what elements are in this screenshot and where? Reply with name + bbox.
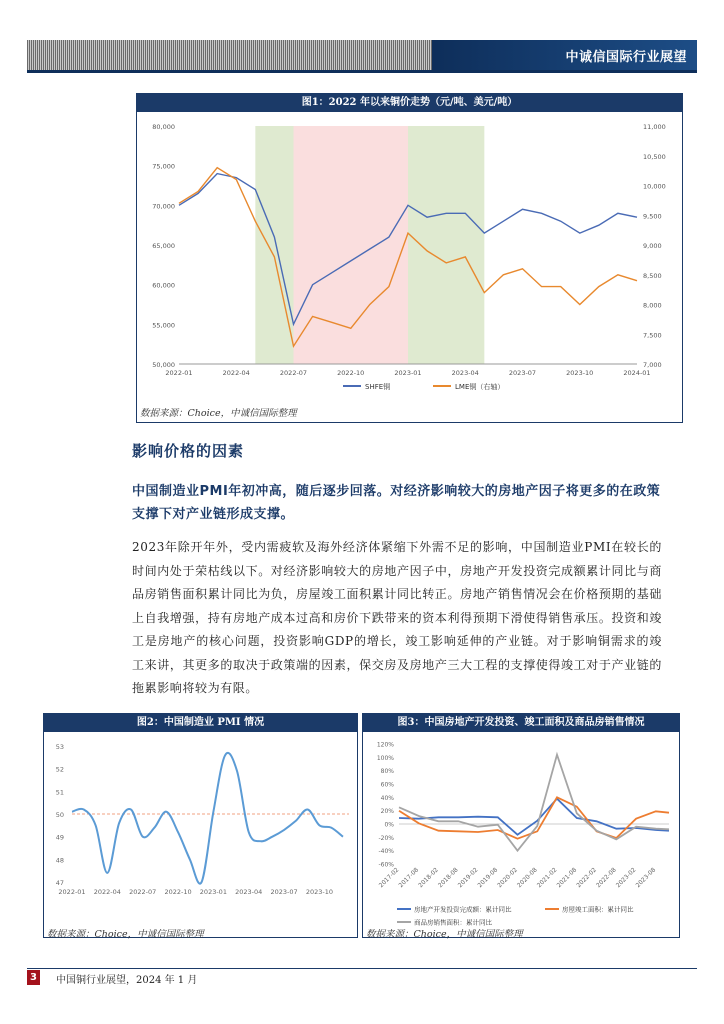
x-tick-label: 2022-04 bbox=[222, 369, 250, 377]
legend-label-0: SHFE铜 bbox=[365, 383, 391, 391]
x-tick-label: 2023-02 bbox=[614, 866, 638, 890]
y-right-tick-label: 8,000 bbox=[643, 301, 662, 310]
y-tick-label: 60% bbox=[380, 781, 394, 789]
x-tick-label: 2023-04 bbox=[235, 888, 263, 896]
x-tick-label: 2022-10 bbox=[337, 369, 365, 377]
figure-3-title: 图3：中国房地产开发投资、竣工面积及商品房销售情况 bbox=[363, 714, 679, 732]
y-right-tick-label: 10,000 bbox=[643, 182, 666, 191]
x-tick-label: 2021-08 bbox=[555, 866, 579, 890]
x-tick-label: 2022-01 bbox=[165, 369, 193, 377]
x-tick-label: 2017-08 bbox=[397, 866, 421, 890]
figure-1-source: 数据来源：Choice，中诚信国际整理 bbox=[140, 408, 297, 419]
x-tick-label: 2022-02 bbox=[575, 866, 598, 890]
y-tick-label: -20% bbox=[378, 834, 394, 842]
figure-3 bbox=[362, 713, 680, 938]
y-left-tick-label: 80,000 bbox=[152, 123, 175, 131]
shaded-band-2 bbox=[408, 126, 484, 364]
x-tick-label: 2023-10 bbox=[305, 888, 334, 896]
x-tick-label: 2022-10 bbox=[164, 888, 192, 896]
y-tick-label: 47 bbox=[55, 879, 64, 887]
x-tick-label: 2019-08 bbox=[476, 866, 500, 890]
x-tick-label: 2017-02 bbox=[377, 866, 401, 890]
footer-text: 中国铜行业展望，2024 年 1 月 bbox=[56, 975, 198, 986]
brand-text: 中诚信国际行业展望 bbox=[565, 49, 687, 65]
y-tick-label: 80% bbox=[380, 768, 394, 776]
shaded-band-0 bbox=[255, 126, 293, 364]
y-tick-label: 52 bbox=[55, 765, 64, 774]
figure-2 bbox=[43, 713, 358, 938]
x-tick-label: 2023-01 bbox=[199, 888, 227, 896]
header-pattern bbox=[27, 40, 432, 70]
y-right-tick-label: 7,000 bbox=[643, 361, 662, 369]
y-left-tick-label: 70,000 bbox=[152, 202, 175, 211]
section-body: 2023年除开年外，受内需疲软及海外经济体紧缩下外需不足的影响，中国制造业PMI在较长的时间内处于荣枯线以下。对经济影响较大的房地产因子中，房地产开发投资完成额累计同比与商品房销售面积累计同比为负，房屋竣工面积累计同比转正。房地产销售情况会在价格预期的基础上自我增强，持有房地产成本过高和房价下跌带来的资本利得预期下滑使得销售承压。投资和竣工是房地产的核心问题，投资影响GDP的增长，竣工影响延伸的产业链。对于影响铜需求的竣工来讲，其更多的取决于政策端的因素，保交房及房地产三大工程的支撑使得竣工对于产业链的拖累影响将较为有限。 bbox=[132, 540, 662, 695]
y-tick-label: 20% bbox=[380, 808, 394, 816]
x-tick-label: 2019-02 bbox=[456, 866, 480, 890]
y-right-tick-label: 10,500 bbox=[643, 152, 666, 161]
y-right-tick-label: 8,500 bbox=[643, 271, 662, 280]
y-tick-label: 100% bbox=[376, 754, 394, 762]
y-right-tick-label: 9,000 bbox=[643, 242, 662, 250]
figure-2-chart bbox=[44, 732, 357, 937]
y-tick-label: -40% bbox=[378, 848, 394, 856]
y-tick-label: -60% bbox=[378, 861, 394, 869]
section-lead: 中国制造业PMI年初冲高，随后逐步回落。对经济影响较大的房地产因子将更多的在政策支撑下对产业链形成支撑。 bbox=[132, 484, 661, 522]
legend-label-1: 房屋竣工面积：累计同比 bbox=[562, 905, 634, 914]
figure-1 bbox=[136, 93, 683, 423]
x-tick-label: 2018-08 bbox=[436, 866, 460, 890]
footer-rule bbox=[27, 968, 697, 969]
x-tick-label: 2023-01 bbox=[394, 369, 422, 377]
x-tick-label: 2023-07 bbox=[270, 888, 298, 896]
legend-label-0: 房地产开发投资完成额：累计同比 bbox=[414, 905, 512, 914]
x-tick-label: 2023-07 bbox=[508, 369, 537, 377]
x-tick-label: 2023-10 bbox=[566, 369, 594, 377]
y-right-tick-label: 9,500 bbox=[643, 212, 662, 221]
y-tick-label: 53 bbox=[55, 743, 64, 751]
y-left-tick-label: 65,000 bbox=[152, 242, 175, 250]
header-brand bbox=[432, 40, 697, 70]
x-tick-label: 2024-01 bbox=[623, 369, 651, 377]
section-title: 影响价格的因素 bbox=[132, 442, 245, 460]
x-tick-label: 2022-01 bbox=[58, 888, 86, 896]
figure-2-source: 数据来源：Choice，中诚信国际整理 bbox=[47, 929, 204, 940]
x-tick-label: 2021-02 bbox=[535, 866, 559, 890]
x-tick-label: 2023-04 bbox=[451, 369, 479, 377]
figure-1-chart bbox=[137, 112, 682, 402]
x-tick-label: 2022-07 bbox=[129, 888, 157, 896]
figure-3-source: 数据来源：Choice，中诚信国际整理 bbox=[366, 929, 523, 940]
page-number: 3 bbox=[27, 970, 40, 985]
legend-label-1: LME铜（右轴） bbox=[455, 383, 505, 391]
y-right-tick-label: 7,500 bbox=[643, 331, 662, 340]
y-tick-label: 51 bbox=[55, 788, 64, 797]
legend-label-2: 商品房销售面积：累计同比 bbox=[414, 918, 492, 927]
x-tick-label: 2022-08 bbox=[595, 866, 618, 890]
series-line-2 bbox=[399, 755, 669, 851]
y-left-tick-label: 50,000 bbox=[152, 361, 175, 369]
header-rule bbox=[27, 70, 697, 73]
y-left-tick-label: 75,000 bbox=[152, 162, 175, 171]
y-left-tick-label: 60,000 bbox=[152, 281, 175, 290]
x-tick-label: 2018-02 bbox=[417, 866, 440, 890]
figure-2-title: 图2：中国制造业 PMI 情况 bbox=[44, 714, 357, 732]
x-tick-label: 2020-08 bbox=[516, 866, 539, 890]
y-tick-label: 0% bbox=[384, 821, 394, 829]
y-tick-label: 120% bbox=[376, 741, 394, 749]
figure-3-chart bbox=[363, 732, 679, 937]
x-tick-label: 2020-02 bbox=[496, 866, 519, 890]
y-tick-label: 48 bbox=[55, 856, 64, 865]
y-tick-label: 40% bbox=[380, 794, 394, 802]
y-left-tick-label: 55,000 bbox=[152, 321, 175, 330]
pmi-line-0 bbox=[72, 753, 343, 884]
figure-1-title: 图1：2022 年以来铜价走势（元/吨、美元/吨） bbox=[137, 94, 682, 112]
x-tick-label: 2022-07 bbox=[279, 369, 308, 377]
y-right-tick-label: 11,000 bbox=[643, 123, 666, 131]
y-tick-label: 49 bbox=[55, 833, 64, 842]
x-tick-label: 2023-08 bbox=[634, 866, 658, 890]
x-tick-label: 2022-04 bbox=[93, 888, 121, 896]
y-tick-label: 50 bbox=[55, 811, 64, 819]
